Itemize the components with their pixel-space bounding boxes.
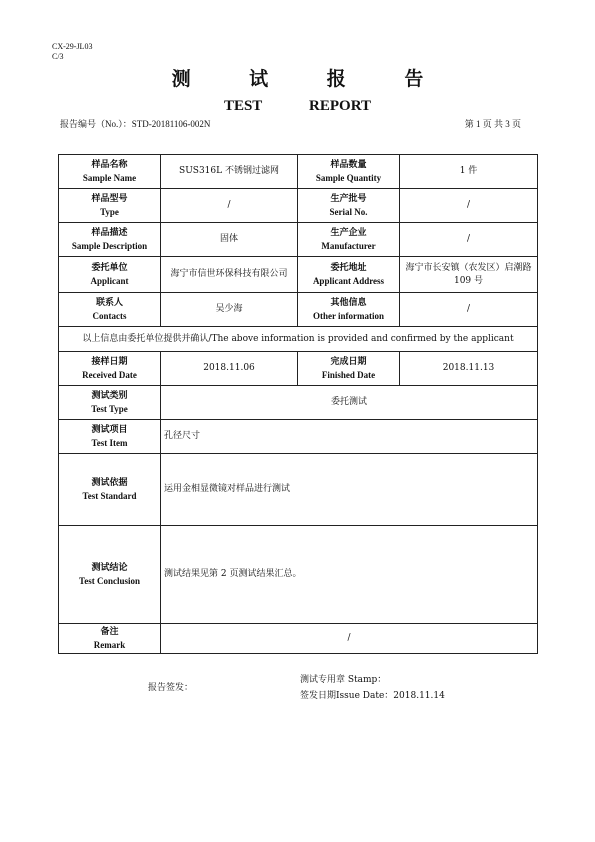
row-sample-name: [59, 155, 538, 189]
label-test-item: 测试项目 Test Item: [59, 420, 161, 454]
label-sample-description: 样品描述 Sample Description: [59, 223, 161, 257]
label-other-information: 其他信息 Other information: [298, 293, 400, 327]
value-sample-quantity: 1 件: [400, 155, 538, 189]
label-finished-date: 完成日期 Finished Date: [298, 352, 400, 386]
value-test-item: 孔径尺寸: [161, 420, 538, 454]
value-applicant: 海宁市信世环保科技有限公司: [161, 257, 298, 293]
label-test-standard: 测试依据 Test Standard: [59, 454, 161, 526]
value-test-conclusion: 测试结果见第 2 页测试结果汇总。: [161, 526, 538, 624]
issue-date: 签发日期Issue Date：2018.11.14: [300, 691, 445, 701]
label-contacts: 联系人 Contacts: [59, 293, 161, 327]
row-dates: [59, 352, 538, 386]
value-manufacturer: /: [400, 223, 538, 257]
label-test-conclusion: 测试结论 Test Conclusion: [59, 526, 161, 624]
row-description: [59, 223, 538, 257]
row-type: [59, 189, 538, 223]
label-received-date: 接样日期 Received Date: [59, 352, 161, 386]
revision-text: C/3: [52, 52, 64, 61]
value-finished-date: 2018.11.13: [400, 352, 538, 386]
document-code: [52, 42, 92, 62]
value-received-date: 2018.11.06: [161, 352, 298, 386]
value-sample-name: SUS316L 不锈钢过滤网: [161, 155, 298, 189]
label-test-type: 测试类别 Test Type: [59, 386, 161, 420]
page-info: 第 1 页 共 3 页: [464, 119, 521, 129]
value-serial-no: /: [400, 189, 538, 223]
label-remark: 备注 Remark: [59, 624, 161, 654]
row-remark: [59, 624, 538, 654]
row-confirm-note: [59, 327, 538, 352]
label-sample-name: 样品名称 Sample Name: [59, 155, 161, 189]
report-meta: [60, 117, 521, 130]
value-sample-description: 固体: [161, 223, 298, 257]
row-test-type: [59, 386, 538, 420]
value-remark: /: [161, 624, 538, 654]
report-table: [58, 154, 538, 654]
value-contacts: 吴少海: [161, 293, 298, 327]
row-applicant: [59, 257, 538, 293]
value-type: /: [161, 189, 298, 223]
label-manufacturer: 生产企业 Manufacturer: [298, 223, 400, 257]
row-test-conclusion: [59, 526, 538, 624]
label-type: 样品型号 Type: [59, 189, 161, 223]
title-english: TEST REPORT: [223, 98, 372, 114]
row-test-item: [59, 420, 538, 454]
doc-code-text: CX-29-JL03: [52, 42, 93, 51]
value-other-information: /: [400, 293, 538, 327]
label-serial-no: 生产批号 Serial No.: [298, 189, 400, 223]
label-applicant-address: 委托地址 Applicant Address: [298, 257, 400, 293]
signer-label: 报告签发：: [148, 683, 194, 693]
value-test-standard: 运用金相显微镜对样品进行测试: [161, 454, 538, 526]
stamp-label: 测试专用章 Stamp：: [300, 675, 387, 685]
confirm-note: 以上信息由委托单位提供并确认/The above information is provided and confirmed by the applicant: [59, 327, 538, 352]
row-contacts: [59, 293, 538, 327]
report-number: 报告编号（No.）：STD-20181106-002N: [60, 119, 211, 129]
label-sample-quantity: 样品数量 Sample Quantity: [298, 155, 400, 189]
value-applicant-address: 海宁市长安镇（农发区）启潮路 109 号: [400, 257, 538, 293]
title-chinese: 测 试 报 告: [171, 68, 450, 90]
row-test-standard: [59, 454, 538, 526]
label-applicant: 委托单位 Applicant: [59, 257, 161, 293]
value-test-type: 委托测试: [161, 386, 538, 420]
